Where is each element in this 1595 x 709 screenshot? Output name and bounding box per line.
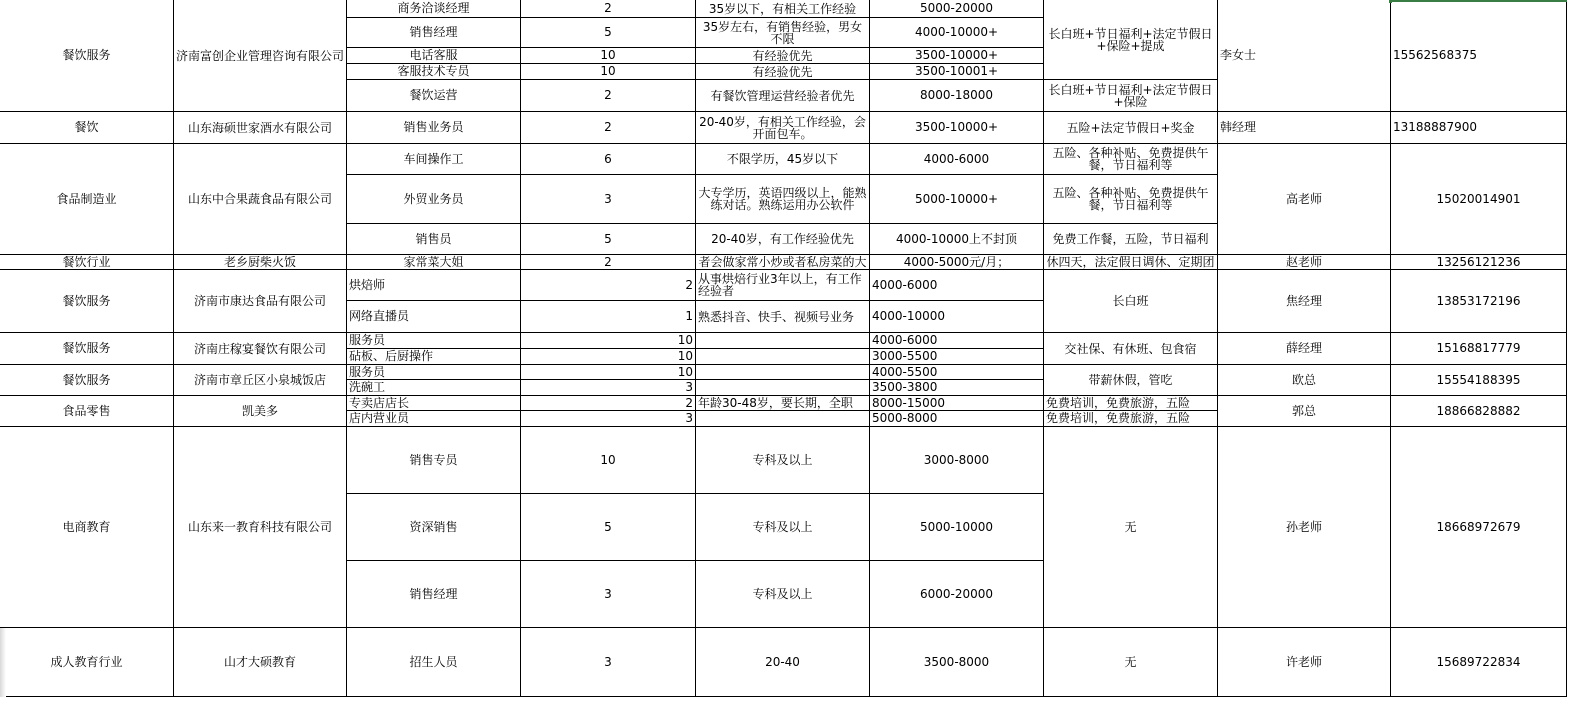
job-salary-cell[interactable]: 4000-5000元/月； — [870, 255, 1044, 270]
job-salary-cell[interactable]: 4000-10000 — [870, 301, 1044, 333]
job-requirement-cell[interactable]: 从事烘焙行业3年以上，有工作经验者 — [696, 270, 870, 301]
job-requirement-cell[interactable]: 20-40岁，有相关工作经验，会开面包车。 — [696, 112, 870, 144]
company-cell[interactable]: 凯美多 — [174, 396, 347, 427]
benefits-cell[interactable]: 无 — [1044, 427, 1218, 628]
job-count-cell[interactable]: 2 — [521, 0, 696, 18]
contact-cell[interactable]: 赵老师 — [1218, 255, 1391, 270]
job-requirement-cell[interactable]: 大专学历，英语四级以上，能熟练对话。熟练运用办公软件 — [696, 175, 870, 224]
job-salary-cell[interactable]: 5000-10000 — [870, 494, 1044, 561]
job-count-cell[interactable]: 10 — [521, 427, 696, 494]
contact-cell[interactable]: 许老师 — [1218, 628, 1391, 697]
job-requirement-cell[interactable]: 专科及以上 — [696, 494, 870, 561]
job-requirement-cell[interactable]: 专科及以上 — [696, 427, 870, 494]
job-salary-cell[interactable]: 8000-15000 — [870, 396, 1044, 411]
company-cell[interactable]: 老乡厨柴火饭 — [174, 255, 347, 270]
job-title-cell[interactable]: 家常菜大姐 — [347, 255, 521, 270]
job-salary-cell[interactable]: 6000-20000 — [870, 561, 1044, 628]
job-requirement-cell[interactable]: 35岁左右，有销售经验，男女不限 — [696, 18, 870, 48]
job-title-cell[interactable]: 招生人员 — [347, 628, 521, 697]
job-title-cell[interactable]: 烘焙师 — [347, 270, 521, 301]
job-count-cell[interactable]: 3 — [521, 380, 696, 396]
benefits-cell[interactable]: 免费培训，免费旅游，五险 — [1044, 411, 1218, 427]
job-title-cell[interactable]: 网络直播员 — [347, 301, 521, 333]
job-requirement-cell[interactable]: 者会做家常小炒或者私房菜的大 — [696, 255, 870, 270]
job-count-cell[interactable]: 5 — [521, 224, 696, 255]
job-title-cell[interactable]: 服务员 — [347, 365, 521, 380]
job-count-cell[interactable]: 10 — [521, 64, 696, 80]
job-title-cell[interactable]: 销售专员 — [347, 427, 521, 494]
contact-cell[interactable]: 孙老师 — [1218, 427, 1391, 628]
job-requirement-cell[interactable]: 35岁以下，有相关工作经验 — [696, 0, 870, 18]
job-title-cell[interactable]: 洗碗工 — [347, 380, 521, 396]
industry-cell[interactable]: 餐饮 — [0, 112, 174, 144]
job-salary-cell[interactable]: 3000-8000 — [870, 427, 1044, 494]
job-count-cell[interactable]: 2 — [521, 396, 696, 411]
contact-cell[interactable]: 韩经理 — [1218, 112, 1391, 144]
industry-cell[interactable]: 食品零售 — [0, 396, 174, 427]
job-count-cell[interactable]: 10 — [521, 48, 696, 64]
job-title-cell[interactable]: 销售员 — [347, 224, 521, 255]
job-requirement-cell[interactable]: 有餐饮管理运营经验者优先 — [696, 80, 870, 112]
sheet-bottom-edge — [0, 697, 1567, 709]
job-count-cell[interactable]: 10 — [521, 349, 696, 365]
contact-cell[interactable]: 郭总 — [1218, 396, 1391, 427]
contact-cell[interactable]: 薛经理 — [1218, 333, 1391, 365]
phone-cell[interactable]: 13853172196 — [1391, 270, 1567, 333]
job-count-cell[interactable]: 3 — [521, 628, 696, 697]
job-salary-cell[interactable]: 4000-5500 — [870, 365, 1044, 380]
phone-cell[interactable]: 15562568375 — [1391, 0, 1567, 112]
job-count-cell[interactable]: 5 — [521, 18, 696, 48]
job-requirement-cell[interactable]: 20-40岁，有工作经验优先 — [696, 224, 870, 255]
company-cell[interactable]: 济南庄稼宴餐饮有限公司 — [174, 333, 347, 365]
benefits-cell[interactable]: 长白班 — [1044, 270, 1218, 333]
job-salary-cell[interactable]: 3500-8000 — [870, 628, 1044, 697]
industry-cell[interactable]: 食品制造业 — [0, 144, 174, 255]
job-title-cell[interactable]: 砧板、后厨操作 — [347, 349, 521, 365]
sheet-edge — [1567, 0, 1595, 709]
phone-cell[interactable]: 15020014901 — [1391, 144, 1567, 255]
benefits-cell[interactable]: 带薪休假，管吃 — [1044, 365, 1218, 396]
job-title-cell[interactable]: 销售经理 — [347, 18, 521, 48]
job-count-cell[interactable]: 6 — [521, 144, 696, 175]
benefits-cell[interactable]: 交社保、有休班、包食宿 — [1044, 333, 1218, 365]
phone-cell[interactable]: 13188887900 — [1391, 112, 1567, 144]
job-requirement-cell[interactable]: 有经验优先 — [696, 64, 870, 80]
job-requirement-cell[interactable]: 熟悉抖音、快手、视频号业务 — [696, 301, 870, 333]
benefits-cell[interactable]: 免费工作餐，五险，节日福利 — [1044, 224, 1218, 255]
job-salary-cell[interactable]: 4000-6000 — [870, 333, 1044, 349]
company-cell[interactable]: 山才大硕教育 — [174, 628, 347, 697]
phone-cell[interactable]: 18668972679 — [1391, 427, 1567, 628]
company-cell[interactable]: 山东中合果蔬食品有限公司 — [174, 144, 347, 255]
job-count-cell[interactable]: 5 — [521, 494, 696, 561]
job-requirement-cell[interactable] — [696, 365, 870, 380]
company-cell[interactable]: 山东来一教育科技有限公司 — [174, 427, 347, 628]
job-count-cell[interactable]: 2 — [521, 270, 696, 301]
contact-cell[interactable]: 高老师 — [1218, 144, 1391, 255]
phone-cell[interactable]: 15689722834 — [1391, 628, 1567, 697]
job-count-cell[interactable]: 3 — [521, 561, 696, 628]
job-count-cell[interactable]: 3 — [521, 411, 696, 427]
job-requirement-cell[interactable] — [696, 333, 870, 349]
job-salary-cell[interactable]: 8000-18000 — [870, 80, 1044, 112]
job-salary-cell[interactable]: 5000-20000 — [870, 0, 1044, 18]
job-title-cell[interactable]: 销售业务员 — [347, 112, 521, 144]
industry-cell[interactable]: 餐饮行业 — [0, 255, 174, 270]
benefits-cell[interactable]: 五险、各种补贴、免费提供午餐，节日福利等 — [1044, 175, 1218, 224]
job-title-cell[interactable]: 客服技术专员 — [347, 64, 521, 80]
job-title-cell[interactable]: 餐饮运营 — [347, 80, 521, 112]
job-title-cell[interactable]: 电话客服 — [347, 48, 521, 64]
phone-cell[interactable]: 15168817779 — [1391, 333, 1567, 365]
company-cell[interactable]: 济南市章丘区小泉城饭店 — [174, 365, 347, 396]
job-salary-cell[interactable]: 3500-10000+ — [870, 48, 1044, 64]
phone-cell[interactable]: 13256121236 — [1391, 255, 1567, 270]
job-requirement-cell[interactable] — [696, 411, 870, 427]
job-requirement-cell[interactable] — [696, 380, 870, 396]
job-salary-cell[interactable]: 4000-6000 — [870, 270, 1044, 301]
job-title-cell[interactable]: 销售经理 — [347, 561, 521, 628]
job-title-cell[interactable]: 专卖店店长 — [347, 396, 521, 411]
job-title-cell[interactable]: 车间操作工 — [347, 144, 521, 175]
row-shadow — [0, 628, 6, 697]
job-title-cell[interactable]: 商务洽谈经理 — [347, 0, 521, 18]
job-count-cell[interactable]: 2 — [521, 255, 696, 270]
industry-cell[interactable]: 餐饮服务 — [0, 0, 174, 112]
job-count-cell[interactable]: 2 — [521, 112, 696, 144]
benefits-cell[interactable]: 无 — [1044, 628, 1218, 697]
selection-indicator — [1391, 0, 1567, 2]
industry-cell[interactable]: 餐饮服务 — [0, 270, 174, 333]
benefits-cell[interactable]: 休四天，法定假日调休、定期团 — [1044, 255, 1218, 270]
job-title-cell[interactable]: 资深销售 — [347, 494, 521, 561]
job-requirement-cell[interactable]: 不限学历，45岁以下 — [696, 144, 870, 175]
benefits-cell[interactable]: 五险、各种补贴、免费提供午餐，节日福利等 — [1044, 144, 1218, 175]
job-requirement-cell[interactable]: 年龄30-48岁，要长期，全职 — [696, 396, 870, 411]
company-cell[interactable]: 山东海硕世家酒水有限公司 — [174, 112, 347, 144]
job-title-cell[interactable]: 服务员 — [347, 333, 521, 349]
job-salary-cell[interactable]: 4000-10000上不封顶 — [870, 224, 1044, 255]
job-count-cell[interactable]: 1 — [521, 301, 696, 333]
job-salary-cell[interactable]: 3500-10000+ — [870, 112, 1044, 144]
job-title-cell[interactable]: 外贸业务员 — [347, 175, 521, 224]
job-salary-cell[interactable]: 4000-6000 — [870, 144, 1044, 175]
contact-cell[interactable]: 李女士 — [1218, 0, 1391, 112]
job-count-cell[interactable]: 3 — [521, 175, 696, 224]
job-salary-cell[interactable]: 5000-8000 — [870, 411, 1044, 427]
job-salary-cell[interactable]: 3000-5500 — [870, 349, 1044, 365]
job-requirement-cell[interactable]: 20-40 — [696, 628, 870, 697]
contact-cell[interactable]: 焦经理 — [1218, 270, 1391, 333]
contact-cell[interactable]: 欧总 — [1218, 365, 1391, 396]
benefits-cell[interactable]: 免费培训，免费旅游，五险 — [1044, 396, 1218, 411]
company-cell[interactable]: 济南市康达食品有限公司 — [174, 270, 347, 333]
job-salary-cell[interactable]: 5000-10000+ — [870, 175, 1044, 224]
job-salary-cell[interactable]: 4000-10000+ — [870, 18, 1044, 48]
phone-cell[interactable]: 15554188395 — [1391, 365, 1567, 396]
job-count-cell[interactable]: 2 — [521, 80, 696, 112]
job-count-cell[interactable]: 10 — [521, 333, 696, 349]
job-requirement-cell[interactable]: 专科及以上 — [696, 561, 870, 628]
job-salary-cell[interactable]: 3500-3800 — [870, 380, 1044, 396]
benefits-cell[interactable]: 五险+法定节假日+奖金 — [1044, 112, 1218, 144]
industry-cell[interactable]: 电商教育 — [0, 427, 174, 628]
job-salary-cell[interactable]: 3500-10001+ — [870, 64, 1044, 80]
phone-cell[interactable]: 18866828882 — [1391, 396, 1567, 427]
industry-cell[interactable]: 成人教育行业 — [0, 628, 174, 697]
benefits-cell[interactable]: 长白班+节日福利+法定节假日+保险 — [1044, 80, 1218, 112]
industry-cell[interactable]: 餐饮服务 — [0, 333, 174, 365]
company-cell[interactable]: 济南富创企业管理咨询有限公司 — [174, 0, 347, 112]
job-requirement-cell[interactable] — [696, 349, 870, 365]
job-count-cell[interactable]: 10 — [521, 365, 696, 380]
industry-cell[interactable]: 餐饮服务 — [0, 365, 174, 396]
job-title-cell[interactable]: 店内营业员 — [347, 411, 521, 427]
job-requirement-cell[interactable]: 有经验优先 — [696, 48, 870, 64]
benefits-cell[interactable]: 长白班+节日福利+法定节假日+保险+提成 — [1044, 0, 1218, 80]
